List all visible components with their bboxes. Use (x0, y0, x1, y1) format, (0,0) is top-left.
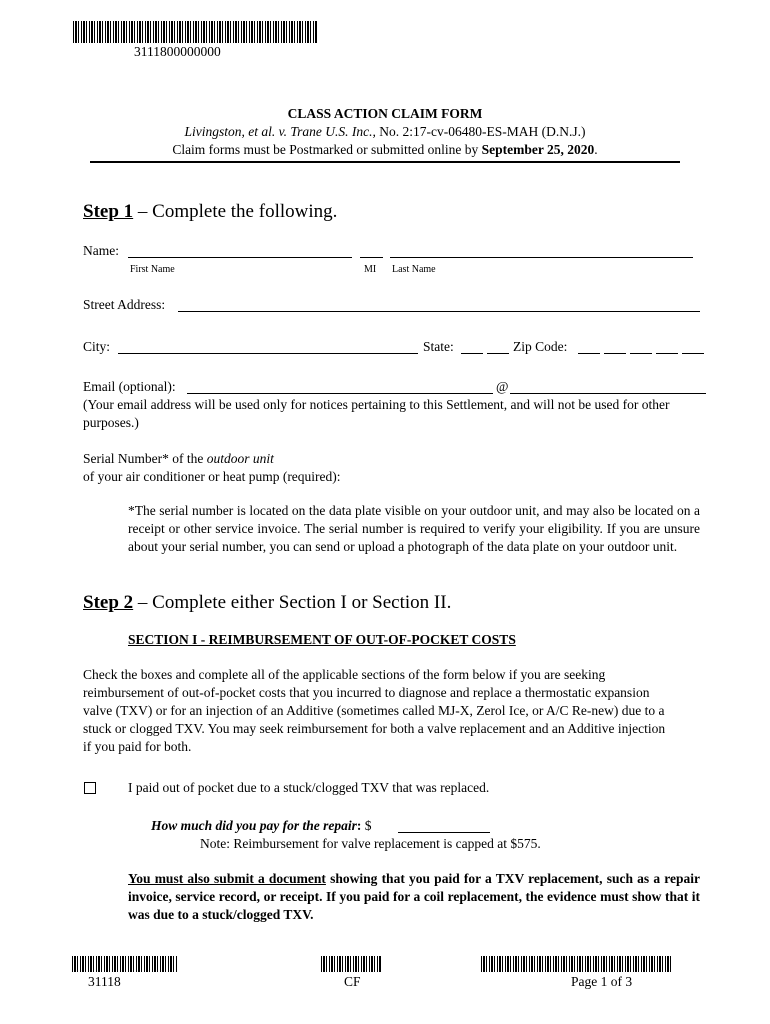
page-number: Page 1 of 3 (571, 974, 633, 989)
last-name-caption: Last Name (392, 264, 436, 275)
email-at-sign: @ (496, 379, 509, 394)
first-name-caption: First Name (130, 264, 175, 275)
email-label: Email (optional): (83, 379, 176, 394)
footer-barcode-center (321, 956, 381, 972)
txv-replaced-checkbox[interactable] (84, 782, 96, 794)
section1-instructions: Check the boxes and complete all of the applicable sections of the form below if you are seeking reimbursement of out-of-pocket costs that you incurred to diagnose and replace a thermostatic expansion valve (TXV) or for an injection of an Additive (sometimes called MJ-X, Zerol Ice, or A/C Re-new) due to a stuck or clogged TXV. You may seek reimbursement for both a valve replacement and an Additive injection if you paid for both. (83, 667, 666, 754)
middle-initial-field[interactable] (360, 256, 383, 258)
zip-digit-1[interactable] (578, 352, 600, 354)
header-barcode (73, 21, 318, 43)
zip-digit-2[interactable] (604, 352, 626, 354)
case-name: Livingston, et al. v. Trane U.S. Inc., (184, 124, 376, 139)
form-title: CLASS ACTION CLAIM FORM (287, 106, 483, 121)
first-name-field[interactable] (128, 256, 352, 258)
deadline-date: September 25, 2020 (481, 142, 595, 157)
section1-title: SECTION I - REIMBURSEMENT OF OUT-OF-POCKET COSTS (128, 632, 516, 647)
street-address-field[interactable] (178, 310, 700, 312)
email-note: (Your email address will be used only for notices pertaining to this Settlement, and will not be used for other purposes.) (83, 397, 670, 430)
footer-center-code: CF (344, 974, 361, 989)
repair-cost-row (151, 817, 372, 835)
state-label: State: (423, 339, 454, 354)
footer-barcode-right (481, 956, 673, 972)
step2-text: – Complete either Section I or Section II. (133, 592, 452, 613)
serial-label (83, 450, 483, 486)
serial-label-prefix: Serial Number* of the (83, 451, 207, 466)
repair-cost-field[interactable] (398, 831, 490, 833)
zip-digit-5[interactable] (682, 352, 704, 354)
deadline-prefix: Claim forms must be Postmarked or submitted online by (172, 142, 482, 157)
document-requirement (128, 870, 700, 924)
deadline-suffix: . (594, 142, 598, 157)
city-label: City: (83, 339, 111, 354)
last-name-field[interactable] (390, 256, 693, 258)
title-divider (90, 161, 680, 163)
txv-replaced-label: I paid out of pocket due to a stuck/clogged TXV that was replaced. (128, 780, 490, 795)
serial-label-italic: outdoor unit (206, 451, 274, 466)
repair-cost-note: Note: Reimbursement for valve replacement is capped at $575. (200, 836, 541, 851)
footer-barcode-left (72, 956, 178, 972)
mi-caption: MI (364, 264, 377, 275)
name-label: Name: (83, 243, 119, 258)
zip-digit-3[interactable] (630, 352, 652, 354)
step2-heading (83, 592, 451, 614)
state-field-2[interactable] (487, 352, 509, 354)
document-requirement-underlined: You must also submit a document (128, 871, 326, 886)
email-user-field[interactable] (187, 392, 493, 394)
serial-label-line2: of your air conditioner or heat pump (required): (83, 469, 341, 484)
barcode-number: 3111800000000 (134, 44, 221, 59)
serial-note: *The serial number is located on the data plate visible on your outdoor unit, and may also be located on a receipt or other service invoice. The serial number is required to verify your eligibility. If you are unsure about your serial number, you can send or upload a photograph of the data plate on your outdoor unit. (128, 503, 700, 554)
case-caption (90, 123, 680, 141)
street-label: Street Address: (83, 297, 166, 312)
footer-left-code: 31118 (88, 974, 121, 989)
repair-colon: : (356, 818, 362, 833)
dollar-sign: $ (361, 818, 372, 833)
zip-label: Zip Code: (513, 339, 568, 354)
email-domain-field[interactable] (510, 392, 706, 394)
repair-question: How much did you pay for the repair (151, 818, 357, 833)
step1-heading (83, 201, 337, 223)
step1-text: – Complete the following. (133, 201, 338, 222)
deadline-line (90, 141, 680, 159)
city-field[interactable] (118, 352, 418, 354)
zip-digit-4[interactable] (656, 352, 678, 354)
document-requirement-rest: showing that you paid for a TXV replacement, such as a repair invoice, service record, or receipt. If you paid for a coil replacement, the evidence must show that it was due to a stuck/clogged TXV. (128, 871, 700, 922)
case-number: No. 2:17-cv-06480-ES-MAH (D.N.J.) (375, 124, 586, 139)
step1-label: Step 1 (83, 201, 134, 222)
step2-label: Step 2 (83, 592, 134, 613)
state-field-1[interactable] (461, 352, 483, 354)
